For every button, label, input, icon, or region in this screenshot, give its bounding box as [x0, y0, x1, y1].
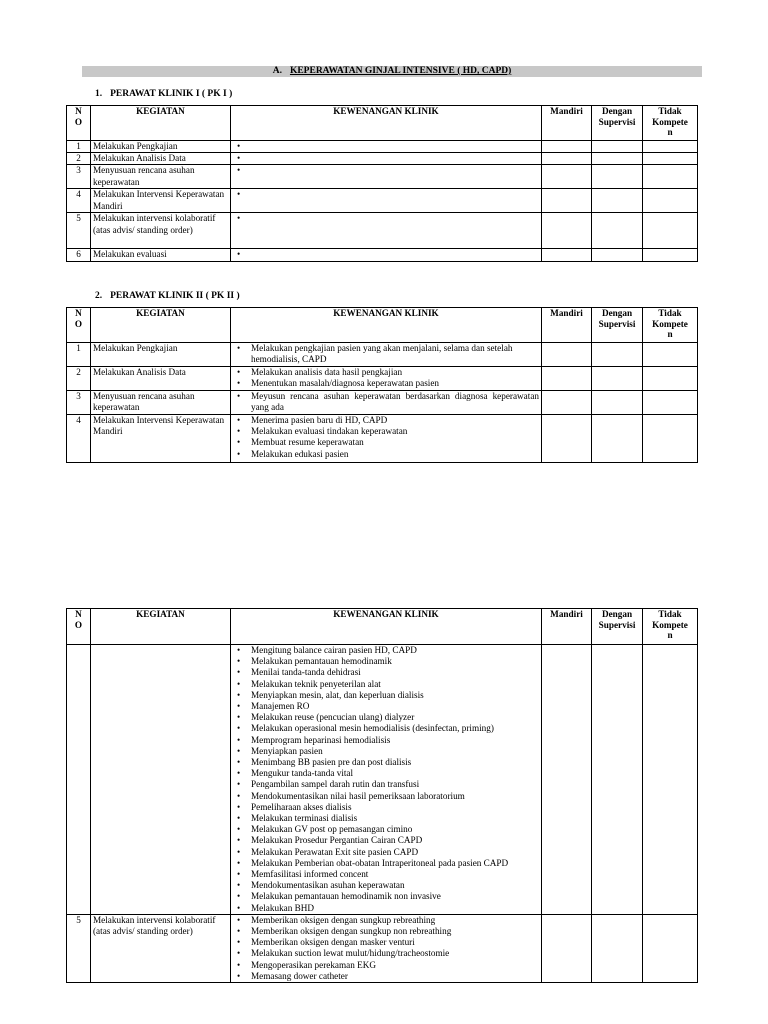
list-item: • Melakukan evaluasi tindakan keperawatan: [251, 426, 539, 437]
row-kewenangan: [231, 645, 542, 915]
cell-mandiri[interactable]: [542, 213, 592, 249]
row-kegiatan: Melakukan intervensi kolaboratif (atas advis/ standing order): [91, 213, 231, 249]
header-kewenangan: KEWENANGAN KLINIK: [231, 106, 542, 141]
bullet-icon: •: [237, 213, 241, 224]
row-kewenangan: [231, 153, 542, 165]
table-row: [67, 213, 698, 249]
row-kewenangan: [231, 914, 542, 982]
row-no: 3: [67, 391, 91, 415]
pk2-heading: [95, 291, 240, 302]
cont-header-row: [67, 609, 698, 645]
list-item: • Melakukan terminasi dialisis: [251, 813, 539, 824]
list-item: • Melakukan pengkajian pasien yang akan menjalani, selama dan setelah hemodialisis, CAPD: [251, 343, 539, 365]
cell-mandiri[interactable]: [542, 249, 592, 261]
header-dengan-supervisi: Dengan Supervisi: [592, 106, 643, 141]
header-dengan-supervisi: Dengan Supervisi: [592, 609, 643, 645]
list-item: • Mengukur tanda-tanda vital: [251, 768, 539, 779]
list-item: • Pengambilan sampel darah rutin dan transfusi: [251, 779, 539, 790]
row-no: 1: [67, 141, 91, 153]
header-no: N O: [67, 609, 91, 645]
list-item: • Memberikan oksigen dengan sungkup non rebreathing: [251, 926, 539, 937]
cell-dengan-supervisi[interactable]: [592, 914, 643, 982]
list-item: • Melakukan pemantauan hemodinamik non invasive: [251, 891, 539, 902]
row-kegiatan: Melakukan Intervensi Keperawatan Mandiri: [91, 415, 231, 463]
cell-mandiri[interactable]: [542, 367, 592, 391]
list-item: • Melakukan GV post op pemasangan cimino: [251, 824, 539, 835]
cell-dengan-supervisi[interactable]: [592, 153, 643, 165]
header-kegiatan: KEGIATAN: [91, 308, 231, 343]
pk2-header-row: [67, 308, 698, 343]
row-kegiatan: Menyusuan rencana asuhan keperawatan: [91, 165, 231, 189]
list-item: • Melakukan teknik penyeterilan alat: [251, 679, 539, 690]
row-kegiatan: Melakukan Intervensi Keperawatan Mandiri: [91, 189, 231, 213]
list-item: • Memberikan oksigen dengan masker venturi: [251, 937, 539, 948]
bullet-icon: •: [237, 249, 241, 260]
row-kegiatan: Melakukan Analisis Data: [91, 153, 231, 165]
list-item: • Mendokumentasikan nilai hasil pemeriksaan laboratorium: [251, 791, 539, 802]
row-kewenangan: [231, 165, 542, 189]
header-kewenangan: KEWENANGAN KLINIK: [231, 308, 542, 343]
header-mandiri: Mandiri: [542, 609, 592, 645]
pk1-title: PERAWAT KLINIK I ( PK I ): [110, 89, 233, 99]
list-item: • Menerima pasien baru di HD, CAPD: [251, 415, 539, 426]
header-tidak-kompeten: Tidak Kompete n: [643, 308, 698, 343]
row-no: 2: [67, 153, 91, 165]
cell-tidak-kompeten[interactable]: [643, 249, 698, 261]
table-row: [67, 165, 698, 189]
row-kewenangan: [231, 213, 542, 249]
header-tidak-kompeten: Tidak Kompete n: [643, 106, 698, 141]
pk2-number: 2.: [95, 291, 103, 301]
cell-mandiri[interactable]: [542, 415, 592, 463]
section-title: [82, 66, 702, 77]
table-row: [67, 367, 698, 391]
table-row: [67, 189, 698, 213]
row-no: 2: [67, 367, 91, 391]
header-tidak-kompeten: Tidak Kompete n: [643, 609, 698, 645]
list-item: • Meyusun rencana asuhan keperawatan berdasarkan diagnosa keperawatan yang ada: [251, 391, 539, 413]
header-kewenangan: KEWENANGAN KLINIK: [231, 609, 542, 645]
cell-mandiri[interactable]: [542, 153, 592, 165]
list-item: • Memfasilitasi informed concent: [251, 869, 539, 880]
cell-dengan-supervisi[interactable]: [592, 249, 643, 261]
cell-tidak-kompeten[interactable]: [643, 141, 698, 153]
cell-tidak-kompeten[interactable]: [643, 165, 698, 189]
pk1-header-row: [67, 106, 698, 141]
cell-mandiri[interactable]: [542, 914, 592, 982]
cell-dengan-supervisi[interactable]: [592, 189, 643, 213]
cell-tidak-kompeten[interactable]: [643, 153, 698, 165]
list-item: • Melakukan reuse (pencucian ulang) dialyzer: [251, 712, 539, 723]
list-item: • Melakukan Prosedur Pergantian Cairan CAPD: [251, 835, 539, 846]
list-item: • Memberikan oksigen dengan sungkup rebreathing: [251, 915, 539, 926]
pk1-heading: [95, 89, 232, 100]
list-item: • Melakukan suction lewat mulut/hidung/tracheostomie: [251, 948, 539, 959]
row-kewenangan: [231, 391, 542, 415]
row-kewenangan: [231, 343, 542, 367]
cell-dengan-supervisi[interactable]: [592, 343, 643, 367]
row-no: 1: [67, 343, 91, 367]
cell-tidak-kompeten[interactable]: [643, 914, 698, 982]
cell-dengan-supervisi[interactable]: [592, 165, 643, 189]
bullet-icon: •: [237, 189, 241, 200]
table-row: [67, 645, 698, 915]
bullet-icon: •: [237, 153, 241, 164]
row-no: 3: [67, 165, 91, 189]
row-no: 5: [67, 914, 91, 982]
bullet-icon: •: [237, 141, 241, 151]
list-item: • Melakukan operasional mesin hemodialisis (desinfectan, priming): [251, 723, 539, 734]
list-item: • Melakukan analisis data hasil pengkajian: [251, 367, 539, 378]
bullet-icon: •: [237, 165, 241, 176]
row-kewenangan: [231, 189, 542, 213]
list-item: • Melakukan pemantauan hemodinamik: [251, 656, 539, 667]
row-kegiatan: Melakukan intervensi kolaboratif (atas advis/ standing order): [91, 914, 231, 982]
header-kegiatan: KEGIATAN: [91, 609, 231, 645]
list-item: • Melakukan edukasi pasien: [251, 449, 539, 460]
table-row: [67, 141, 698, 153]
row-kewenangan: [231, 415, 542, 463]
pk1-number: 1.: [95, 89, 103, 99]
list-item: • Menimbang BB pasien pre dan post dialisis: [251, 757, 539, 768]
cell-mandiri[interactable]: [542, 343, 592, 367]
row-no: [67, 645, 91, 915]
section-letter: A.: [272, 66, 282, 76]
header-no: N O: [67, 106, 91, 141]
list-item: • Mengitung balance cairan pasien HD, CAPD: [251, 645, 539, 656]
row-kewenangan: [231, 367, 542, 391]
cell-tidak-kompeten[interactable]: [643, 391, 698, 415]
row-kegiatan: Melakukan evaluasi: [91, 249, 231, 261]
list-item: • Memprogram heparinasi hemodialisis: [251, 735, 539, 746]
cell-tidak-kompeten[interactable]: [643, 189, 698, 213]
list-item: • Mengoperasikan perekaman EKG: [251, 960, 539, 971]
cell-mandiri[interactable]: [542, 391, 592, 415]
cell-dengan-supervisi[interactable]: [592, 415, 643, 463]
cell-tidak-kompeten[interactable]: [643, 415, 698, 463]
row-no: 6: [67, 249, 91, 261]
cell-dengan-supervisi[interactable]: [592, 367, 643, 391]
list-item: • Manajemen RO: [251, 701, 539, 712]
cell-tidak-kompeten[interactable]: [643, 367, 698, 391]
row-kegiatan: Melakukan Pengkajian: [91, 141, 231, 153]
list-item: • Mendokumentasikan asuhan keperawatan: [251, 880, 539, 891]
row-kegiatan: Menyusuan rencana asuhan keperawatan: [91, 391, 231, 415]
row-no: 4: [67, 415, 91, 463]
row-no: 4: [67, 189, 91, 213]
cell-dengan-supervisi[interactable]: [592, 391, 643, 415]
table-row: [67, 153, 698, 165]
pk2-continuation-table: [66, 608, 698, 983]
table-row: [67, 391, 698, 415]
list-item: • Memasang dower catheter: [251, 971, 539, 982]
cell-mandiri[interactable]: [542, 141, 592, 153]
header-no: N O: [67, 308, 91, 343]
pk2-table: [66, 307, 698, 463]
list-item: • Menilai tanda-tanda dehidrasi: [251, 667, 539, 678]
list-item: • Pemeliharaan akses dialisis: [251, 802, 539, 813]
cell-mandiri[interactable]: [542, 189, 592, 213]
header-dengan-supervisi: Dengan Supervisi: [592, 308, 643, 343]
cell-dengan-supervisi[interactable]: [592, 141, 643, 153]
pk1-table: [66, 105, 698, 262]
table-row: [67, 249, 698, 261]
list-item: • Menyiapkan pasien: [251, 746, 539, 757]
row-kegiatan: Melakukan Analisis Data: [91, 367, 231, 391]
cell-tidak-kompeten[interactable]: [643, 645, 698, 915]
table-row: [67, 914, 698, 982]
row-kegiatan: Melakukan Pengkajian: [91, 343, 231, 367]
table-row: [67, 415, 698, 463]
list-item: • Melakukan Perawatan Exit site pasien CAPD: [251, 847, 539, 858]
list-item: • Menyiapkan mesin, alat, dan keperluan dialisis: [251, 690, 539, 701]
list-item: • Membuat resume keperawatan: [251, 437, 539, 448]
header-mandiri: Mandiri: [542, 308, 592, 343]
row-kewenangan: [231, 141, 542, 153]
row-kewenangan: [231, 249, 542, 261]
header-kegiatan: KEGIATAN: [91, 106, 231, 141]
row-no: 5: [67, 213, 91, 249]
cell-dengan-supervisi[interactable]: [592, 645, 643, 915]
pk2-title: PERAWAT KLINIK II ( PK II ): [110, 291, 240, 301]
row-kegiatan: [91, 645, 231, 915]
cell-dengan-supervisi[interactable]: [592, 213, 643, 249]
cell-mandiri[interactable]: [542, 165, 592, 189]
list-item: • Melakukan Pemberian obat-obatan Intraperitoneal pada pasien CAPD: [251, 858, 539, 869]
table-row: [67, 343, 698, 367]
section-title-text: KEPERAWATAN GINJAL INTENSIVE ( HD, CAPD): [289, 66, 512, 76]
cell-tidak-kompeten[interactable]: [643, 343, 698, 367]
list-item: • Melakukan BHD: [251, 903, 539, 914]
cell-mandiri[interactable]: [542, 645, 592, 915]
cell-tidak-kompeten[interactable]: [643, 213, 698, 249]
header-mandiri: Mandiri: [542, 106, 592, 141]
list-item: • Menentukan masalah/diagnosa keperawatan pasien: [251, 378, 539, 389]
